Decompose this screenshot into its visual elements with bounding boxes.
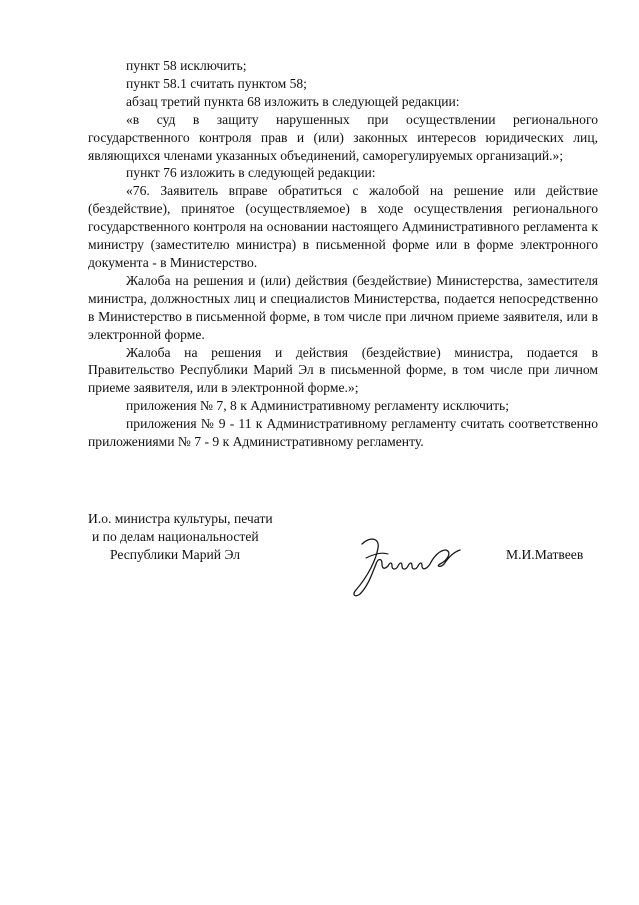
signatory-name: М.И.Матвеев (506, 547, 584, 562)
signatory-role-line-1: И.о. министра культуры, печати (88, 511, 273, 526)
paragraph-6: «76. Заявитель вправе обратиться с жалобой на решение или действие (бездействие), принятое (осуществляемое) в ходе осуществления регионального государственного контроля на основании настоящего Административного регламента к министру (заместителю министра) в письменной форме или в форме электронного документа - в Министерство. (88, 183, 598, 270)
paragraph-4: «в суд в защиту нарушенных при осуществлении регионального государственного контроля прав и (или) законных интересов юридических лиц, являющихся членами указанных объединений, саморегулируемых организаций.»; (88, 111, 598, 163)
signature-stroke-flourish (366, 553, 388, 558)
paragraph-3: абзац третий пункта 68 изложить в следующей редакции: (126, 93, 460, 109)
paragraph-8: Жалоба на решения и действия (бездействие) министра, подается в Правительство Республики Марий Эл в письменной форме, в том числе при личном приеме заявителя, или в электронной форме.»; (88, 344, 598, 396)
signature-block (0, 510, 639, 600)
paragraph-9: приложения № 7, 8 к Административному регламенту исключить; (126, 398, 509, 414)
paragraph-7: Жалоба на решения и (или) действия (бездействие) Министерства, заместителя министра, должностных лиц и специалистов Министерства, подается непосредственно в Министерство в письменной форме, в том числе при личном приеме заявителя, или в электронной форме. (88, 272, 598, 342)
document-body (88, 57, 598, 451)
signatory-role-line-3: Республики Марий Эл (110, 547, 241, 562)
paragraph-2: пункт 58.1 считать пунктом 58; (126, 75, 307, 91)
paragraph-1: пункт 58 исключить; (126, 58, 247, 73)
paragraph-10: приложения № 9 - 11 к Административному регламенту считать соответственно приложениями № 7 - 9 к Административному регламенту. (88, 416, 598, 450)
signatory-role (88, 510, 273, 564)
handwritten-signature-icon (348, 528, 468, 600)
signatory-role-line-2: и по делам национальностей (92, 529, 259, 544)
signature-stroke-main (354, 539, 460, 596)
paragraph-5: пункт 76 изложить в следующей редакции: (126, 165, 376, 181)
